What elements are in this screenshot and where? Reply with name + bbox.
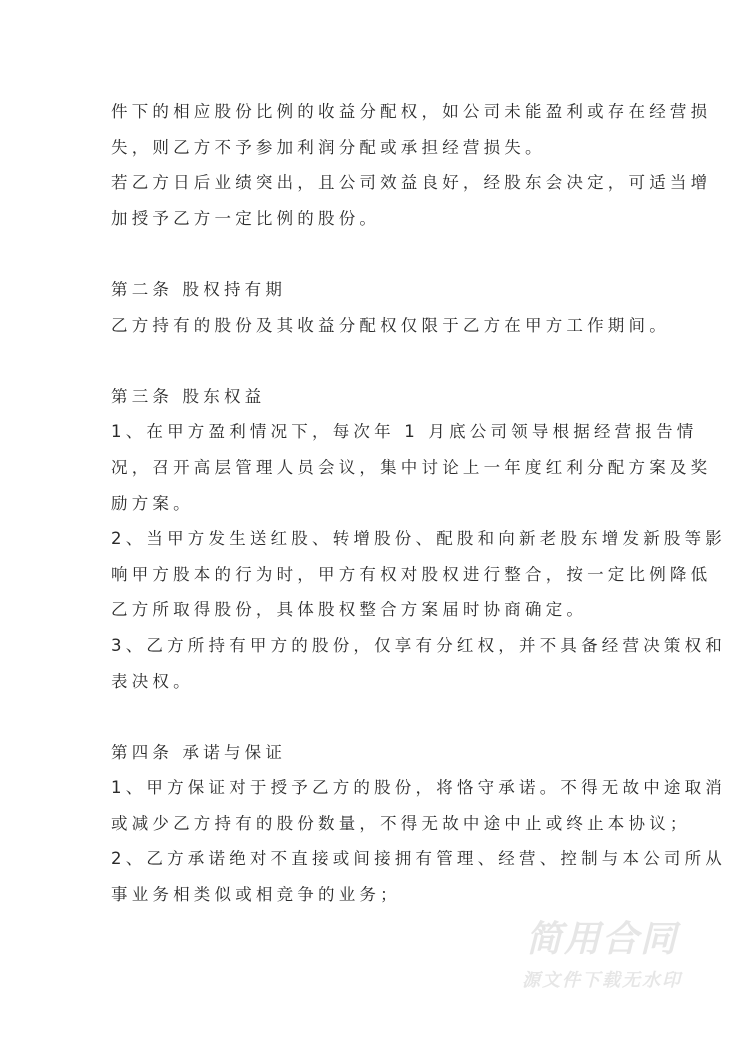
- paragraph-line: 加授予乙方一定比例的股份。: [111, 208, 381, 228]
- watermark: [512, 918, 692, 996]
- blank-line: [111, 236, 671, 272]
- document-body: [111, 94, 726, 913]
- paragraph-line: 件下的相应股份比例的收益分配权，如公司未能盈利或存在经营损: [111, 102, 712, 121]
- paragraph-line: 失，则乙方不予参加利润分配或承担经营损失。: [111, 137, 546, 157]
- section-heading-article-3: 第三条 股东权益: [111, 386, 266, 406]
- section-heading-article-2: 第二条 股权持有期: [111, 279, 287, 299]
- watermark-title: 简用合同: [525, 919, 678, 960]
- blank-line: [111, 343, 671, 379]
- paragraph-line: 励方案。: [111, 493, 194, 513]
- paragraph-line: 乙方持有的股份及其收益分配权仅限于乙方在甲方工作期间。: [111, 315, 670, 335]
- paragraph-line: 1、甲方保证对于授予乙方的股份，将恪守承诺。不得无故中途取消: [111, 778, 726, 798]
- paragraph-line: 若乙方日后业绩突出，且公司效益良好，经股东会决定，可适当增: [111, 173, 712, 193]
- paragraph-line: 况，召开高层管理人员会议，集中讨论上一年度红利分配方案及奖: [111, 457, 712, 477]
- paragraph-line: 或减少乙方持有的股份数量，不得无故中途中止或终止本协议；: [111, 813, 691, 833]
- paragraph-line: 表决权。: [111, 671, 194, 691]
- paragraph-line: 事业务相类似或相竞争的业务；: [111, 885, 401, 905]
- paragraph-line: 2、当甲方发生送红股、转增股份、配股和向新老股东增发新股等影: [111, 529, 726, 549]
- paragraph-line: 2、乙方承诺绝对不直接或间接拥有管理、经营、控制与本公司所从: [111, 849, 726, 869]
- section-heading-article-4: 第四条 承诺与保证: [111, 742, 287, 762]
- paragraph-line: 3、乙方所持有甲方的股份，仅享有分红权，并不具备经营决策权和: [111, 635, 726, 655]
- watermark-subtitle: 源文件下载无水印: [522, 970, 682, 991]
- paragraph-line: 响甲方股本的行为时，甲方有权对股权进行整合，按一定比例降低: [111, 564, 712, 584]
- blank-line: [111, 699, 671, 735]
- paragraph-line: 1、在甲方盈利情况下，每次年 1 月底公司领导根据经营报告情: [111, 422, 698, 442]
- paragraph-line: 乙方所取得股份，具体股权整合方案届时协商确定。: [111, 600, 588, 620]
